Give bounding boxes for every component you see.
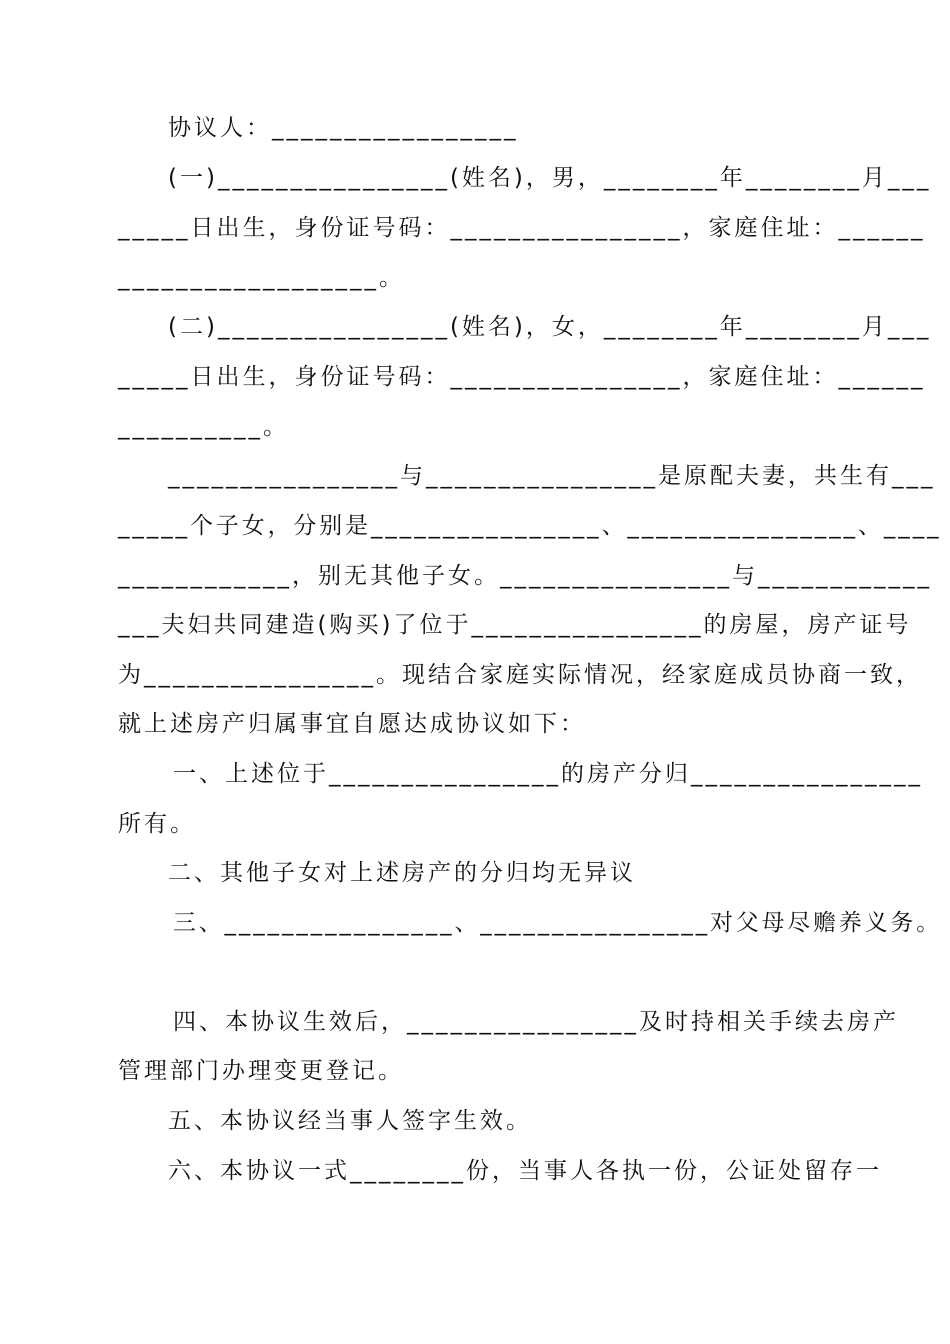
background-line-2: _____个子女，分别是________________、________________、____ <box>118 513 942 539</box>
background-line-6: 就上述房产归属事宜自愿达成协议如下： <box>118 711 586 737</box>
party-one-line-2: _____日出生，身份证号码：________________，家庭住址：______ <box>118 215 926 241</box>
clause-five: 五、本协议经当事人签字生效。 <box>168 1108 532 1134</box>
party-two-line-1: (二)________________(姓名)，女，________年________月___ <box>168 314 932 340</box>
clause-three: 三、________________、________________对父母尽赡养义务。 <box>173 910 943 936</box>
background-line-5: 为________________。现结合家庭实际情况，经家庭成员协商一致， <box>118 662 922 688</box>
party-heading: 协议人：_________________ <box>168 115 519 141</box>
party-two-line-2: _____日出生，身份证号码：________________，家庭住址：______ <box>118 364 926 390</box>
background-line-3: ____________，别无其他子女。________________与____________ <box>118 563 932 589</box>
clause-one-line-1: 一、上述位于________________的房产分归________________ <box>173 761 923 787</box>
party-one-line-1: (一)________________(姓名)，男，________年________月___ <box>168 165 932 191</box>
party-two-line-3: __________。 <box>118 414 289 440</box>
party-one-line-3: __________________。 <box>118 265 405 291</box>
background-line-4: ___夫妇共同建造(购买)了位于________________的房屋，房产证号 <box>118 612 912 638</box>
clause-six: 六、本协议一式________份，当事人各执一份，公证处留存一 <box>168 1158 882 1184</box>
clause-four-line-1: 四、本协议生效后，________________及时持相关手续去房产 <box>173 1009 899 1035</box>
clause-two: 二、其他子女对上述房产的分归均无异议 <box>168 860 636 886</box>
clause-four-line-2: 管理部门办理变更登记。 <box>118 1058 404 1084</box>
background-line-1: ________________与________________是原配夫妻，共生有___ <box>168 463 936 489</box>
clause-one-line-2: 所有。 <box>118 811 196 837</box>
